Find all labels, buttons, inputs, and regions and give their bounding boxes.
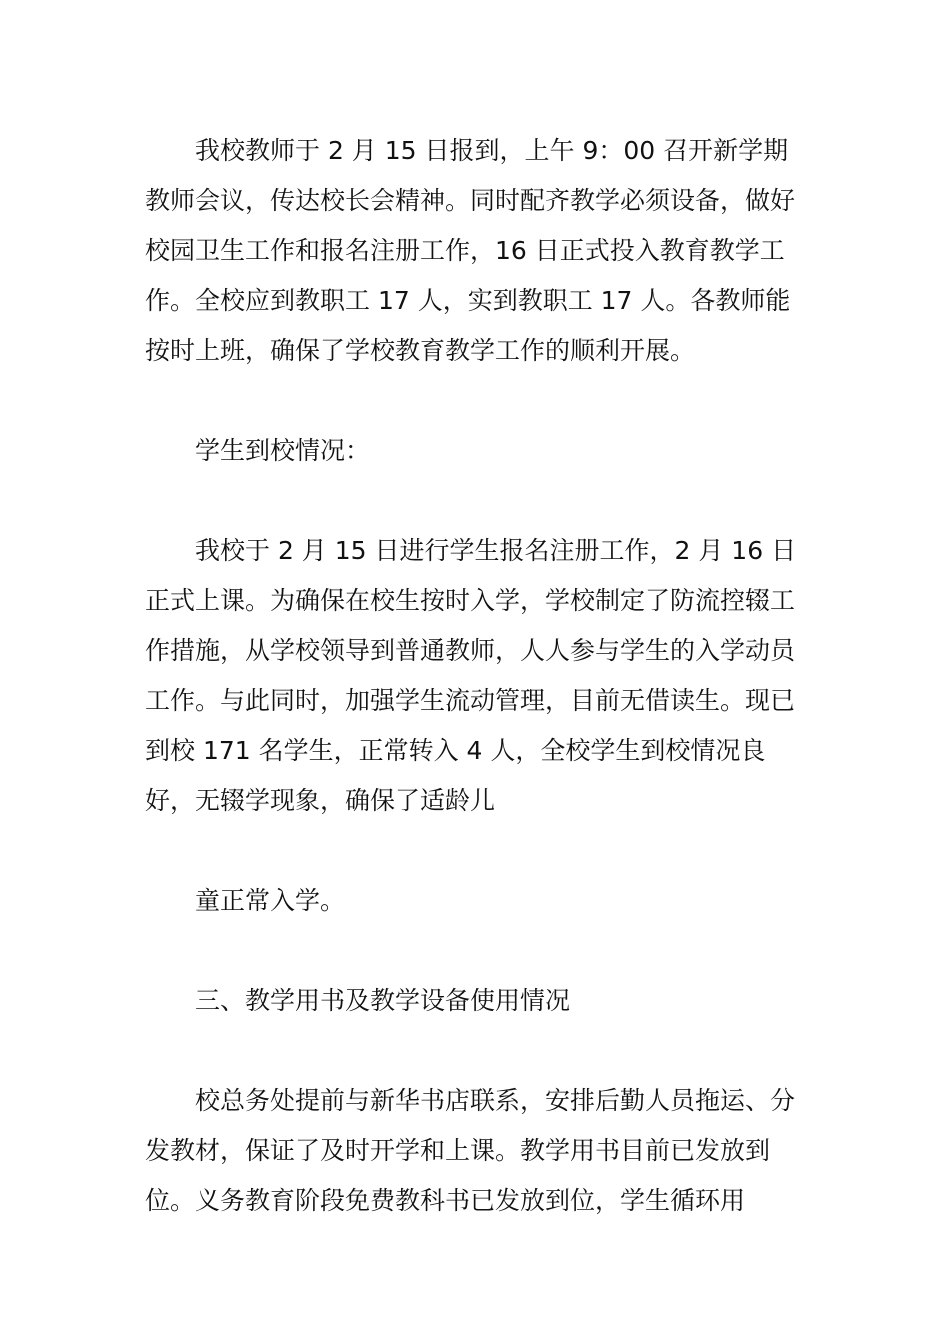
paragraph-student-registration: 我校于 2 月 15 日进行学生报名注册工作，2 月 16 日正式上课。为确保在校生按时入学，学校制定了防流控辍工作措施，从学校领导到普通教师，人人参与学生的入学动员工作。与此同时，加强学生流动管理，目前无借读生。现已到校 171 名学生，正常转入 4 人，全校学生到校情况良好，无辍学现象，确保了适龄儿: [145, 536, 797, 815]
paragraph-spacer: [145, 826, 809, 876]
paragraph-student-heading: 学生到校情况：: [195, 436, 371, 465]
paragraph-spacer: [145, 926, 809, 976]
paragraph-spacer: [145, 376, 809, 426]
paragraph-teacher-report: 我校教师于 2 月 15 日报到，上午 9：00 召开新学期教师会议，传达校长会精神。同时配齐教学必须设备，做好校园卫生工作和报名注册工作，16 日正式投入教育教学工作。全校应到教职工 17 人，实到教职工 17 人。各教师能按时上班，确保了学校教育教学工作的顺利开展。: [145, 136, 796, 365]
paragraph-spacer: [145, 1026, 809, 1076]
document-body: [145, 126, 809, 1226]
paragraph-spacer: [145, 476, 809, 526]
section-heading-textbooks: 三、教学用书及教学设备使用情况: [195, 986, 571, 1015]
paragraph-textbook-distribution: 校总务处提前与新华书店联系，安排后勤人员拖运、分发教材，保证了及时开学和上课。教学用书目前已发放到位。义务教育阶段免费教科书已发放到位，学生循环用: [145, 1086, 796, 1215]
paragraph-continuation: 童正常入学。: [195, 886, 346, 915]
